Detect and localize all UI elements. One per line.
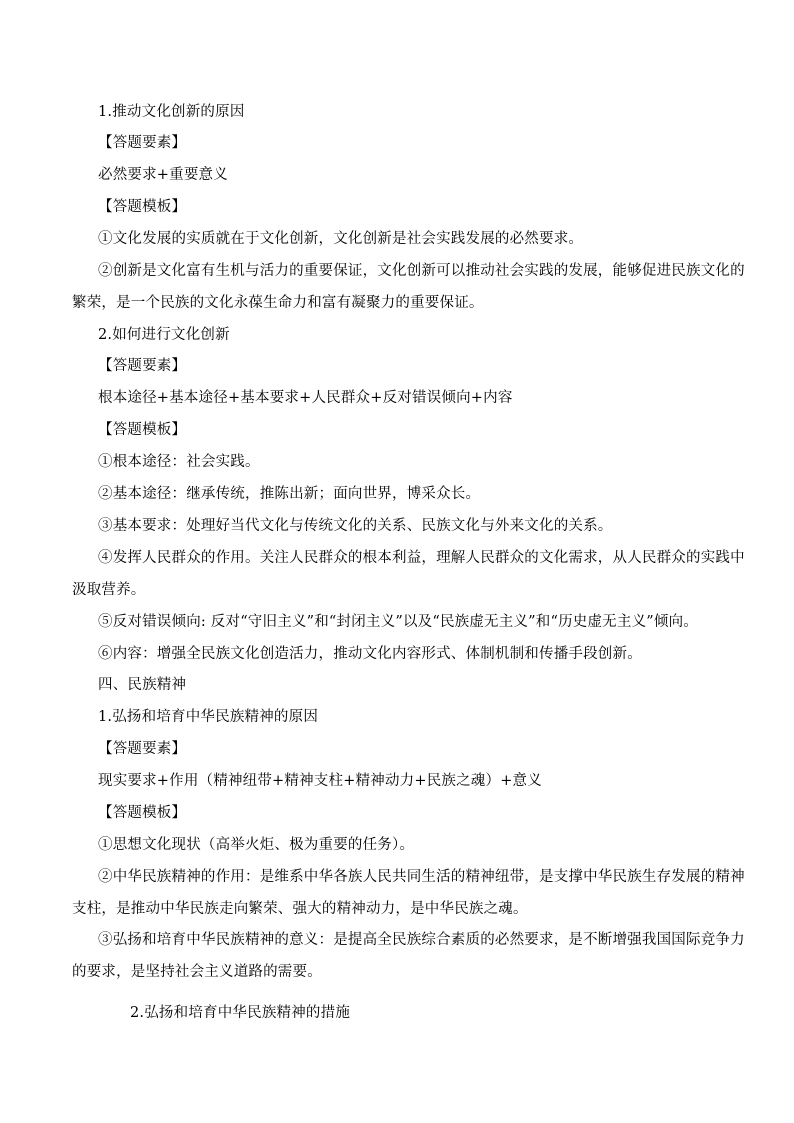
text-line: 根本途径+基本途径+基本要求+人民群众+反对错误倾向+内容: [98, 390, 513, 406]
label-answer-template: 【答题模板】: [98, 805, 187, 821]
label-answer-elements: 【答题要素】: [98, 358, 187, 374]
text-line: ④发挥人民群众的作用。关注人民群众的根本利益，理解人民群众的文化需求，从人民群众的实践中: [98, 550, 745, 566]
text-line: ①思想文化现状（高举火炬、极为重要的任务）。: [98, 837, 415, 853]
text-line: ②基本途径：继承传统，推陈出新；面向世界，博采众长。: [98, 486, 481, 502]
heading-reason-national-spirit: 1.弘扬和培育中华民族精神的原因: [98, 709, 319, 725]
heading-reason-culture-innovation: 1.推动文化创新的原因: [98, 104, 245, 120]
label-answer-template: 【答题模板】: [98, 422, 187, 438]
text-line: 现实要求+作用（精神纽带+精神支柱+精神动力+民族之魂）+意义: [98, 773, 542, 789]
text-line: ③基本要求：处理好当代文化与传统文化的关系、民族文化与外来文化的关系。: [98, 518, 613, 534]
text-line: 汲取营养。: [72, 582, 146, 598]
text-line: 支柱，是推动中华民族走向繁荣、强大的精神动力，是中华民族之魂。: [72, 901, 528, 917]
text-line: ①根本途径：社会实践。: [98, 454, 260, 470]
text-line: ①文化发展的实质就在于文化创新，文化创新是社会实践发展的必然要求。: [98, 231, 584, 247]
heading-measures-national-spirit: 2.弘扬和培育中华民族精神的措施: [130, 1005, 351, 1021]
text-line: ②创新是文化富有生机与活力的重要保证，文化创新可以推动社会实践的发展，能够促进民族文化的: [98, 263, 745, 279]
text-line: ⑥内容：增强全民族文化创造活力，推动文化内容形式、体制机制和传播手段创新。: [98, 646, 642, 662]
text-line: 繁荣，是一个民族的文化永葆生命力和富有凝聚力的重要保证。: [72, 295, 484, 311]
section-heading-national-spirit: 四、民族精神: [98, 677, 187, 693]
label-answer-template: 【答题模板】: [98, 199, 187, 215]
label-answer-elements: 【答题要素】: [98, 135, 187, 151]
text-line: 的要求，是坚持社会主义道路的需要。: [72, 964, 322, 980]
text-line: 必然要求+重要意义: [98, 167, 228, 183]
text-line: ②中华民族精神的作用：是维系中华各族人民共同生活的精神纽带，是支撑中华民族生存发展的精神: [98, 869, 745, 885]
heading-how-culture-innovation: 2.如何进行文化创新: [98, 327, 230, 343]
text-line: ⑤反对错误倾向: 反对“守旧主义”和“封闭主义”以及“民族虚无主义”和“历史虚无主义”倾向。: [98, 614, 698, 630]
label-answer-elements: 【答题要素】: [98, 741, 187, 757]
text-line: ③弘扬和培育中华民族精神的意义：是提高全民族综合素质的必然要求，是不断增强我国国际竞争力: [98, 932, 745, 948]
